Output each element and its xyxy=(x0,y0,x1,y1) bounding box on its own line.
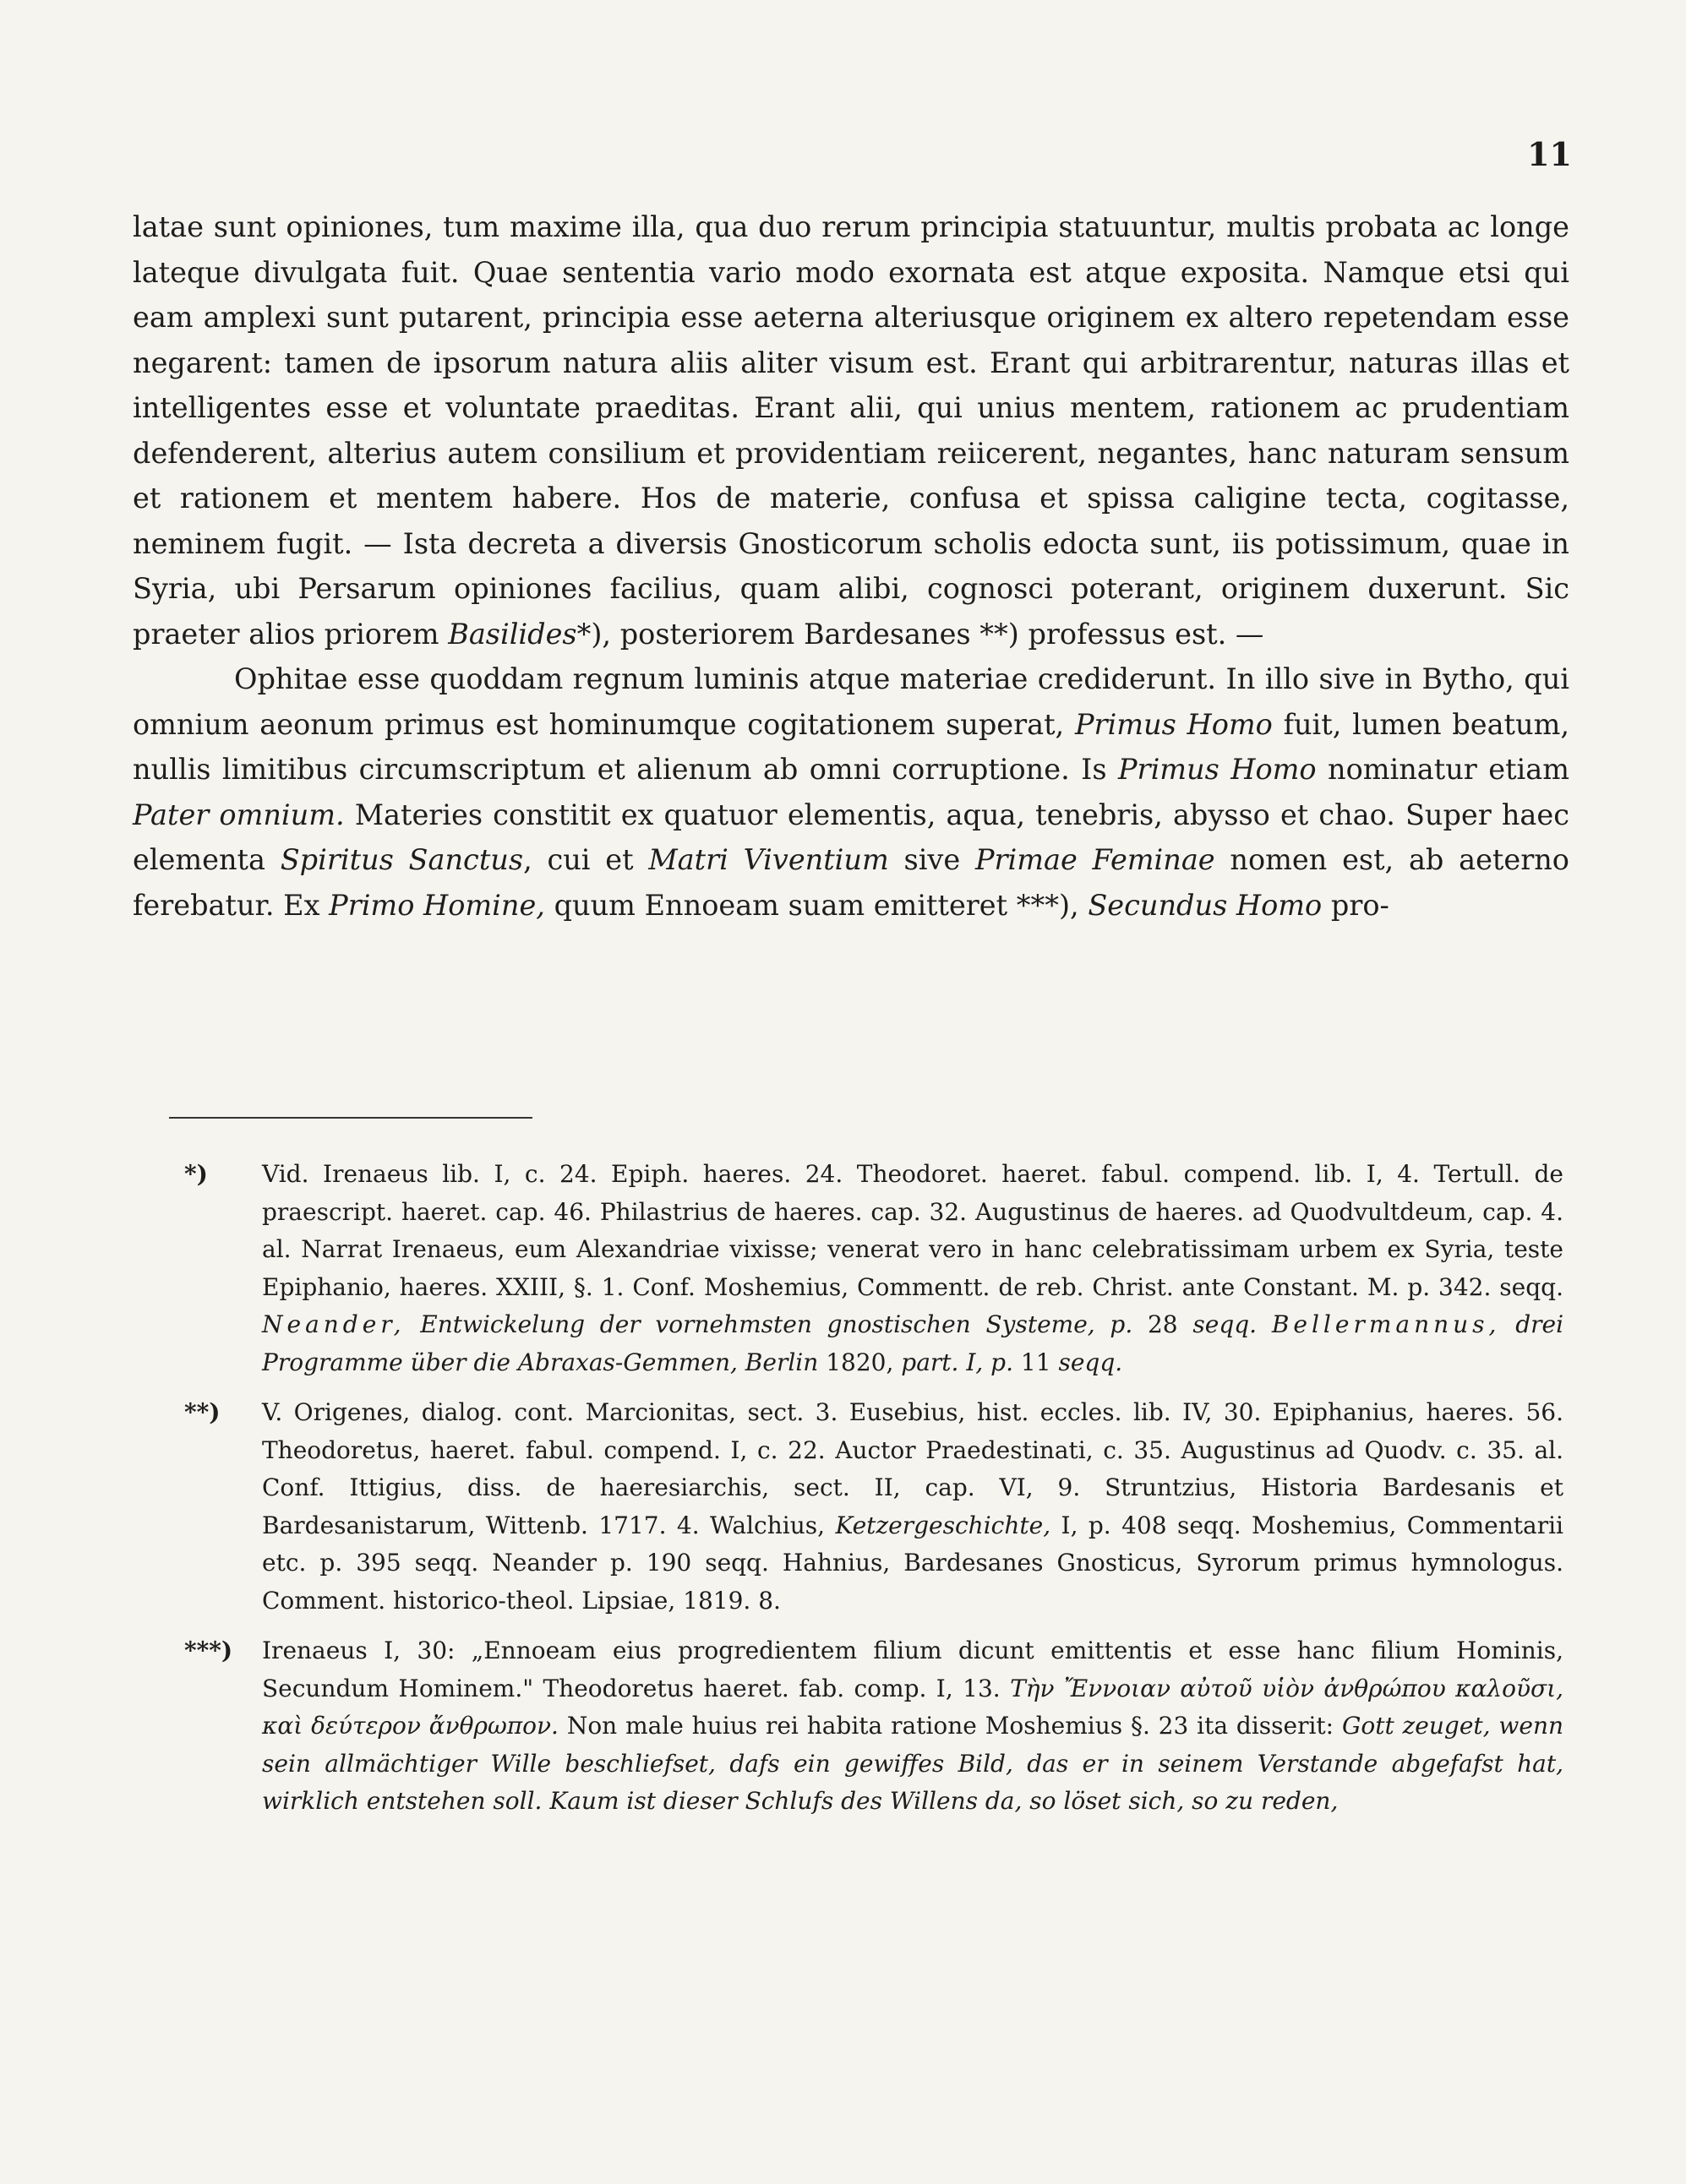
author-name: Bellermannus, xyxy=(1271,1310,1501,1338)
footnote-body xyxy=(262,1394,1563,1620)
text-run: latae sunt opiniones, tum maxime illa, qua duo rerum principia statuuntur, multis probata ac longe lateque divulgata fuit. Quae sententia vario modo exornata est atque exposita. Namque etsi qui eam amplexi sunt putarent, principia esse aeterna alteriusque originem ex altero repetendam esse negarent: tamen de ipsorum natura aliis aliter visum est. Erant qui arbitrarentur, naturas illas et intelligentes esse et voluntate praeditas. Erant alii, qui unius mentem, rationem ac prudentiam defenderent, alterius autem consilium et providentiam reiicerent, negantes, hanc naturam sensum et rationem et mentem habere. Hos de materie, confusa et spissa caligine tecta, cogitasse, neminem fugit. — Ista decreta a diversis Gnosticorum scholis edocta sunt, iis potissimum, quae in Syria, ubi Persarum opiniones facilius, quam alibi, cognosci poterant, originem duxerunt. Sic praeter alios priorem xyxy=(133,210,1569,651)
italic-term: seqq. xyxy=(1192,1310,1258,1338)
footnote-1 xyxy=(169,1156,1563,1381)
footnote-body xyxy=(262,1156,1563,1381)
paragraph-2 xyxy=(133,656,1569,928)
italic-title: Entwickelung der vornehmsten gnostischen Systeme, p. xyxy=(420,1310,1133,1338)
italic-term: Pater omnium. xyxy=(133,798,345,831)
italic-term: Matri Viventium xyxy=(648,843,889,876)
italic-term: Basilides xyxy=(448,617,577,651)
footnote-3 xyxy=(169,1632,1563,1821)
text-run: I, p. 408 seqq. Moshemius, Commentarii etc. p. 395 seqq. Neander p. 190 seqq. Hahnius, Bardesanes Gnosticus, Syrorum primus hymnologus. Comment. historico-theol. Lipsiae, 1819. 8. xyxy=(262,1511,1563,1615)
text-run: Materies constitit ex quatuor elementis, aqua, tenebris, abysso et chao. Super haec elementa xyxy=(133,798,1569,876)
text-run: , cui et xyxy=(523,843,634,876)
main-text xyxy=(133,204,1569,928)
italic-term: seqq. xyxy=(1058,1348,1123,1376)
italic-term: Secundus Homo xyxy=(1088,888,1323,922)
footnote-marker: *) xyxy=(184,1160,208,1188)
italic-term: Primus Homo xyxy=(1074,707,1273,741)
footnote-marker: ***) xyxy=(184,1637,233,1664)
author-name: Neander, xyxy=(262,1310,406,1338)
text-run: quum Ennoeam suam emitteret ***), xyxy=(554,888,1079,922)
text-run: 11 xyxy=(1020,1348,1051,1376)
page-number: 11 xyxy=(1527,135,1572,173)
italic-title: drei Programme über die Abraxas-Gemmen, Berlin xyxy=(262,1310,1564,1376)
footnote-separator xyxy=(169,1117,532,1119)
text-run: Ophitae esse quoddam regnum luminis atque materiae crediderunt. In illo sive in Bytho, qui omnium aeonum primus est hominumque cogitationem superat, xyxy=(133,662,1569,741)
german-quote: Gott zeuget, wenn sein allmächtiger Wille beschliefset, dafs ein gewiffes Bild, das er in seinem Verstande abgefafst hat, wirklich entstehen soll. Kaum ist dieser Schlufs des Willens da, so löset sich, so zu reden, xyxy=(262,1712,1564,1815)
text-run: *), posteriorem Bardesanes **) professus est. — xyxy=(576,617,1264,651)
text-run: Non male huius rei habita ratione Moshemius §. 23 ita disserit: xyxy=(566,1712,1334,1740)
italic-term: Primae Feminae xyxy=(974,843,1215,876)
text-run: 28 xyxy=(1147,1310,1178,1338)
greek-quote: Τὴν Ἔννοιαν αὐτοῦ υἱὸν ἀνθρώπου καλοῦσι, καὶ δεύτερον ἄνθρωπον. xyxy=(262,1674,1563,1740)
text-run: nomen est, ab aeterno ferebatur. Ex xyxy=(133,843,1569,922)
text-run: fuit, lumen beatum, nullis limitibus circumscriptum et alienum ab omni corruptione. Is xyxy=(133,707,1570,786)
footnote-marker: **) xyxy=(184,1398,221,1426)
text-run: pro- xyxy=(1330,888,1389,922)
text-run: nominatur etiam xyxy=(1328,753,1569,786)
italic-term: Primus Homo xyxy=(1118,753,1317,786)
text-run: V. Origenes, dialog. cont. Marcionitas, sect. 3. Eusebius, hist. eccles. lib. IV, 30. Epiphanius, haeres. 56. Theodoretus, haeret. fabul. compend. I, c. 22. Auctor Praedestinati, c. 35. Augustinus ad Quodv. c. 35. al. Conf. Ittigius, diss. de haeresiarchis, sect. II, cap. VI, 9. Struntzius, Historia Bardesanis et Bardesanistarum, Wittenb. 1717. 4. Walchius, xyxy=(262,1398,1563,1539)
italic-term: part. I, p. xyxy=(901,1348,1014,1376)
italic-term: Primo Homine, xyxy=(329,888,545,922)
footnotes xyxy=(169,1156,1563,1833)
italic-title: Ketzergeschichte, xyxy=(835,1511,1051,1539)
paragraph-1 xyxy=(133,204,1569,656)
text-run: Vid. Irenaeus lib. I, c. 24. Epiph. haeres. 24. Theodoret. haeret. fabul. compend. lib. I, 4. Tertull. de praescript. haeret. cap. 46. Philastrius de haeres. cap. 32. Augustinus de haeres. ad Quodvultdeum, cap. 4. al. Narrat Irenaeus, eum Alexandriae vixisse; venerat vero in hanc celebratissimam urbem ex Syria, teste Epiphanio, haeres. XXIII, §. 1. Conf. Moshemius, Commentt. de reb. Christ. ante Constant. M. p. 342. seqq. xyxy=(262,1160,1563,1301)
text-run: 1820, xyxy=(826,1348,894,1376)
text-run: Irenaeus I, 30: „Ennoeam eius progredientem filium dicunt emittentis et esse hanc filium Hominis, Secundum Hominem." Theodoretus haeret. fab. comp. I, 13. xyxy=(262,1637,1563,1702)
footnote-body xyxy=(262,1632,1563,1821)
footnote-2 xyxy=(169,1394,1563,1620)
italic-term: Spiritus Sanctus xyxy=(280,843,524,876)
text-run: sive xyxy=(903,843,961,876)
